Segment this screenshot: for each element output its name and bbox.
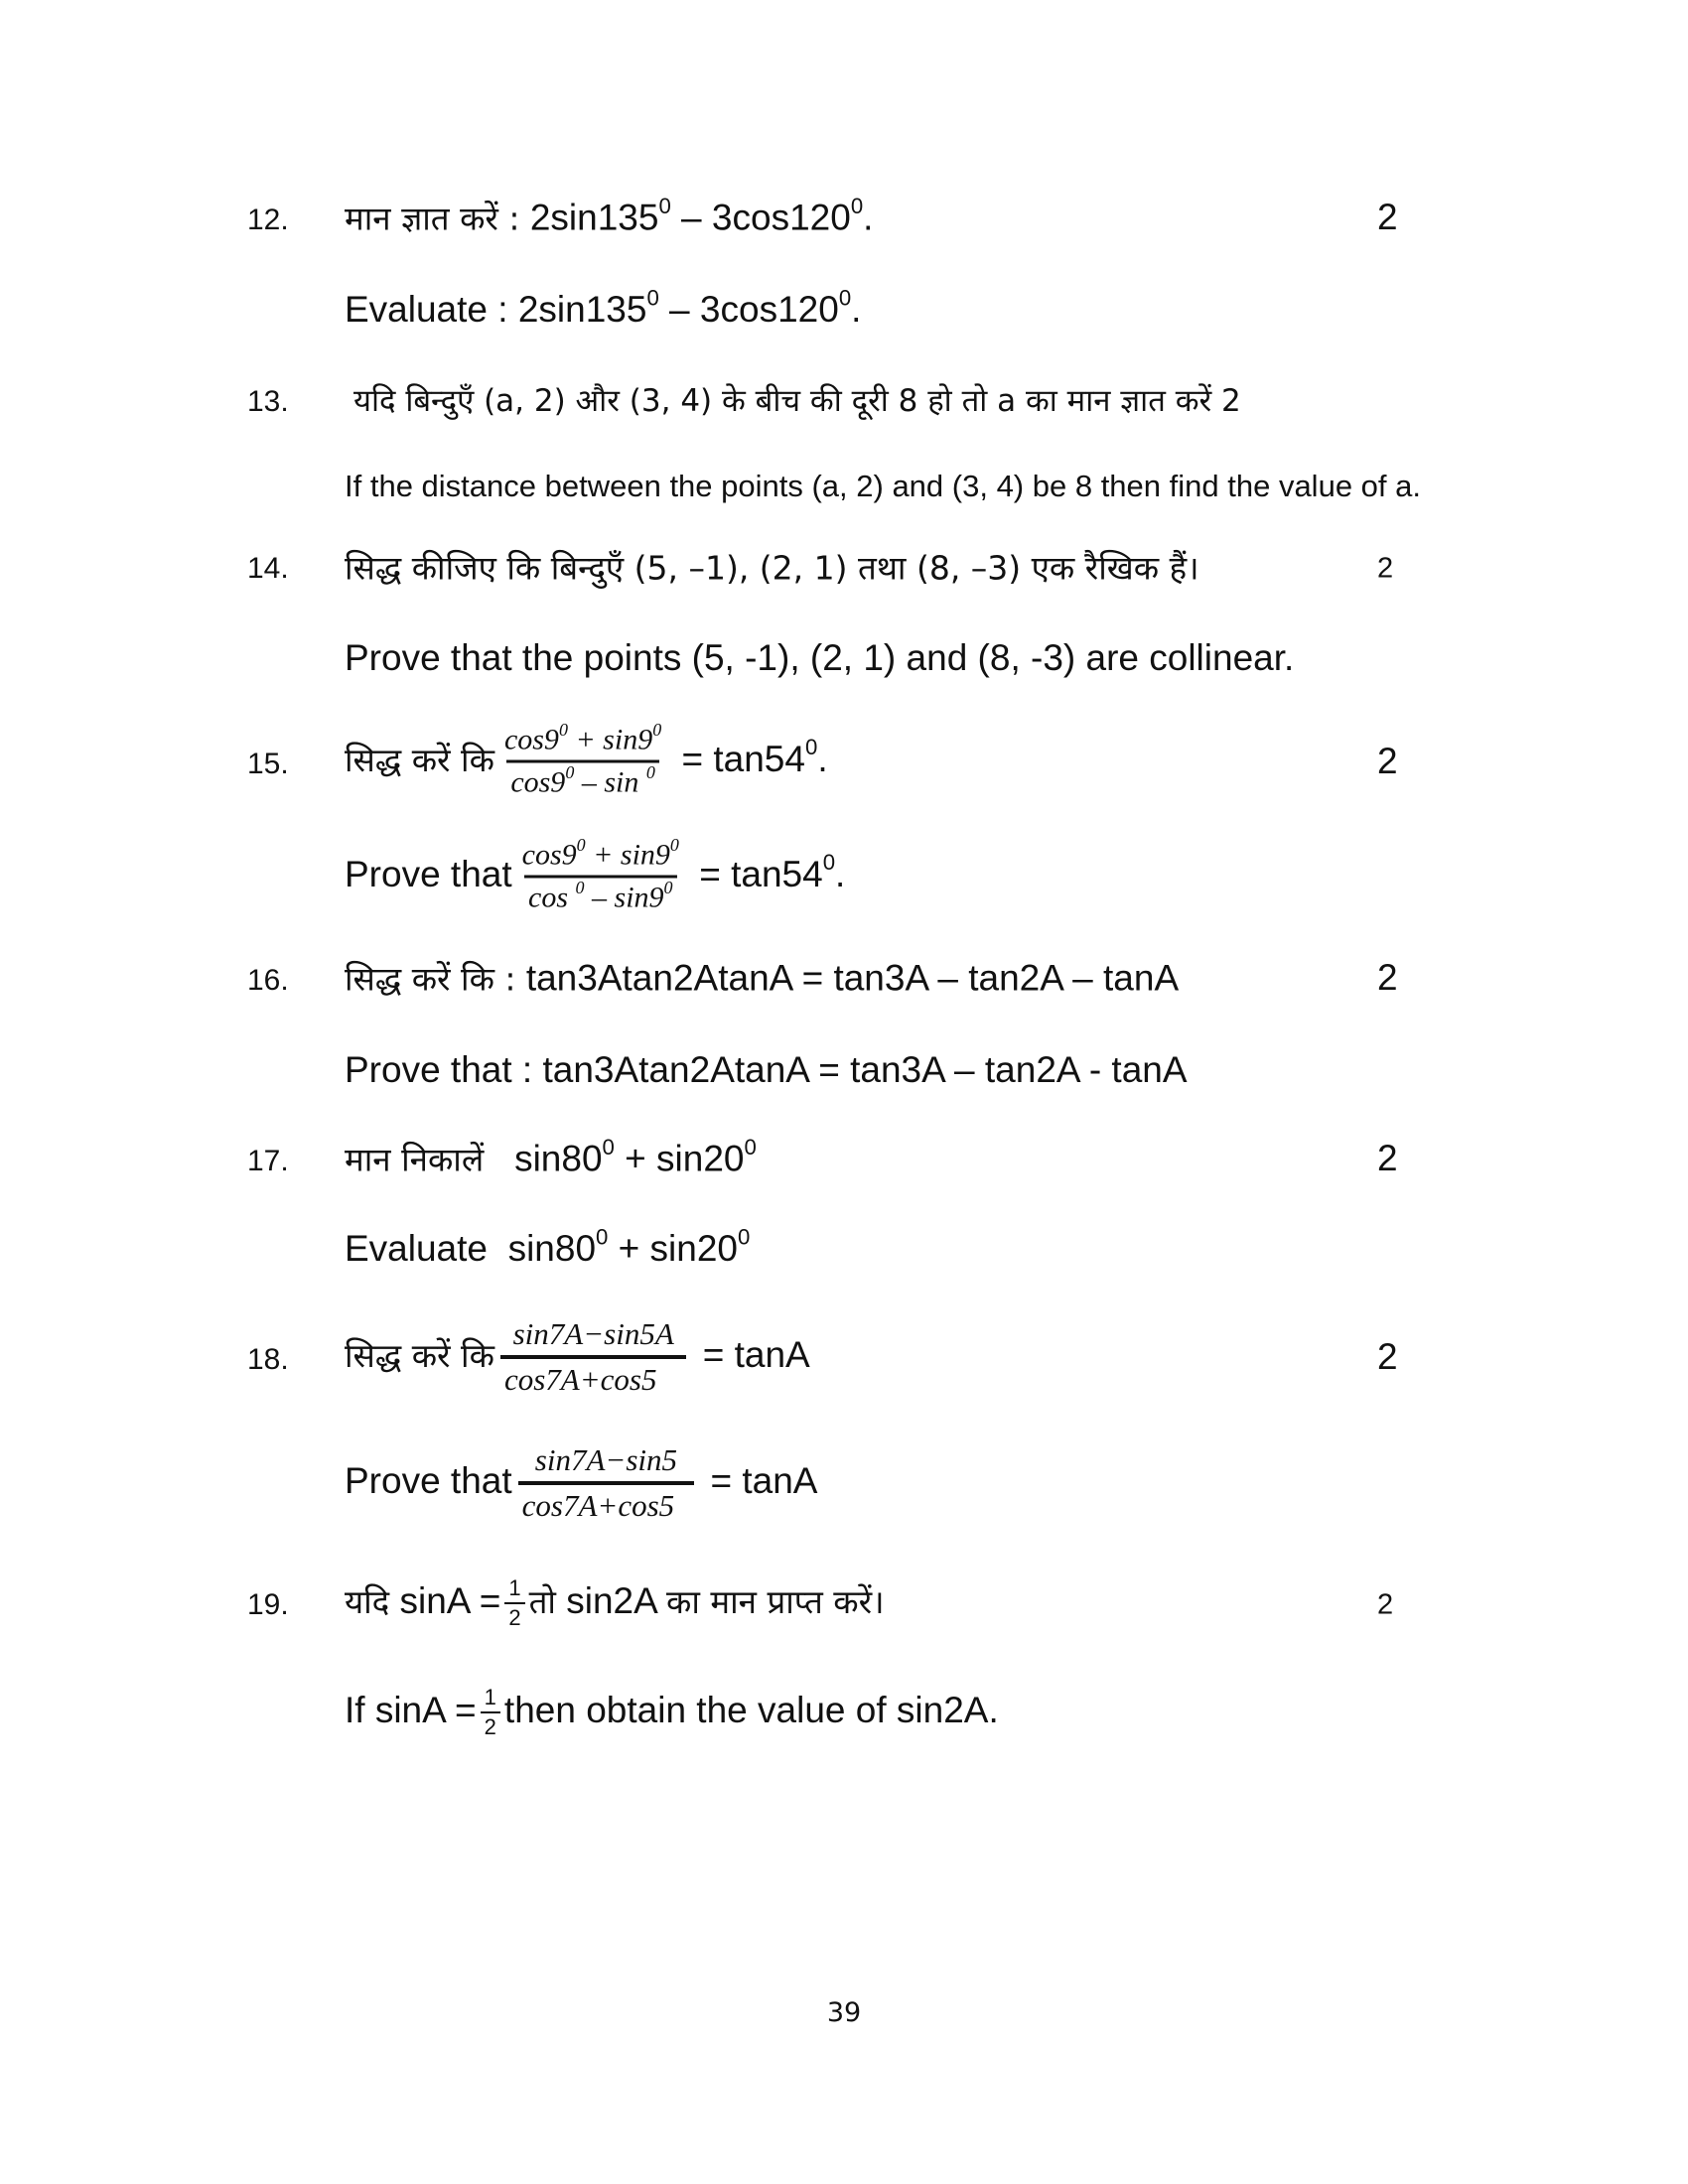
hindi-prefix: मान ज्ञात करें :	[345, 199, 520, 238]
question-13-english: If the distance between the points (a, 2) and (3, 4) be 8 then find the value of a.	[345, 469, 1421, 503]
period: .	[817, 738, 828, 779]
expr: – 3cos120	[658, 289, 839, 330]
english-prefix: Prove that	[345, 853, 512, 894]
question-number: 19.	[247, 1588, 289, 1621]
degree: 0	[602, 1134, 615, 1160]
question-15-english	[345, 835, 846, 915]
expr: Evaluate : 2sin135	[345, 289, 647, 330]
term: – sin9	[584, 881, 664, 914]
question-17-english	[345, 1224, 751, 1270]
period: .	[835, 853, 846, 894]
question-12-english	[345, 285, 862, 331]
question-13-hindi: यदि बिन्दुएँ (a, 2) और (3, 4) के बीच की दूरी 8 हो तो a का मान ज्ञात करें 2	[353, 383, 1241, 419]
english-prefix: Prove that	[345, 1459, 512, 1501]
expr: sin80	[514, 1138, 603, 1179]
fraction-half	[481, 1685, 500, 1740]
expr: sinA =	[399, 1579, 501, 1621]
denominator: cos7A+cos5	[518, 1481, 695, 1524]
marks: 2	[1377, 552, 1394, 585]
term: + sin9	[567, 723, 653, 756]
degree: 0	[744, 1134, 757, 1160]
marks: 2	[1377, 957, 1398, 998]
expr: + sin20	[608, 1228, 738, 1269]
degree: 0	[645, 762, 655, 782]
rhs: = tan54	[688, 853, 823, 894]
rhs: = tanA	[710, 1459, 818, 1501]
fraction	[500, 1316, 687, 1398]
numerator: 1	[508, 1575, 521, 1600]
degree: 0	[576, 835, 586, 855]
degree: 0	[652, 720, 662, 740]
hindi-text: तो	[528, 1581, 556, 1621]
question-19-english	[345, 1685, 999, 1740]
question-16-hindi	[345, 956, 1179, 1001]
rhs: = tan54	[671, 738, 805, 779]
degree: 0	[838, 285, 852, 311]
expr: If sinA =	[345, 1689, 477, 1730]
numerator: sin7A−sin5A	[512, 1316, 674, 1351]
degree: 0	[646, 285, 659, 311]
question-number: 14.	[247, 552, 289, 585]
question-14-hindi: सिद्ध कीजिए कि बिन्दुएँ (5, –1), (2, 1) तथा (8, –3) एक रैखिक हैं।	[345, 548, 1199, 588]
marks: 2	[1377, 1138, 1398, 1178]
marks: 2	[1377, 1588, 1394, 1621]
question-19-hindi	[345, 1575, 885, 1631]
term: cos9	[503, 723, 559, 756]
page-number: 39	[826, 1997, 862, 2028]
degree: 0	[565, 762, 575, 782]
degree: 0	[822, 850, 836, 876]
hindi-text: का मान प्राप्त करें।	[666, 1581, 885, 1621]
period: .	[863, 197, 874, 238]
question-number: 18.	[247, 1343, 289, 1376]
fraction-half	[504, 1575, 524, 1631]
rhs: = tanA	[702, 1333, 810, 1375]
term: cos9	[521, 838, 577, 872]
question-number: 13.	[247, 385, 289, 418]
marks: 2	[1377, 741, 1398, 781]
denominator: 2	[504, 1602, 524, 1631]
degree: 0	[575, 878, 585, 897]
degree: 0	[596, 1224, 609, 1250]
question-15-hindi	[345, 720, 828, 800]
fraction	[518, 835, 683, 915]
degree: 0	[669, 835, 679, 855]
hindi-prefix: सिद्ध करें कि :	[345, 959, 516, 999]
question-number: 15.	[247, 748, 289, 780]
fraction	[500, 720, 665, 800]
hindi-prefix: सिद्ध करें कि	[345, 1335, 494, 1375]
marks: 2	[1377, 197, 1398, 237]
term: – sin	[574, 765, 646, 799]
marks: 2	[1377, 1336, 1398, 1377]
question-18-english	[345, 1442, 817, 1524]
hindi-prefix: मान निकालें	[345, 1140, 485, 1179]
english-prefix: Evaluate	[345, 1228, 488, 1269]
degree: 0	[558, 720, 568, 740]
hindi-prefix: सिद्ध करें कि	[345, 740, 494, 779]
expr: sin80	[507, 1228, 597, 1269]
question-18-hindi	[345, 1316, 810, 1398]
degree: 0	[663, 878, 673, 897]
numerator: sin7A−sin5	[534, 1442, 678, 1477]
degree: 0	[804, 735, 818, 760]
question-14-english: Prove that the points (5, -1), (2, 1) and (8, -3) are collinear.	[345, 637, 1295, 678]
term: + sin9	[585, 838, 670, 872]
question-17-hindi	[345, 1134, 757, 1181]
expr: tan3Atan2AtanA = tan3A – tan2A – tanA	[525, 957, 1180, 999]
degree: 0	[737, 1224, 751, 1250]
denominator: cos7A+cos5	[500, 1355, 687, 1398]
denominator: 2	[481, 1711, 500, 1740]
expr: then obtain the value of sin2A.	[503, 1689, 999, 1730]
question-number: 17.	[247, 1145, 289, 1177]
period: .	[851, 289, 862, 330]
fraction	[518, 1442, 695, 1524]
numerator: 1	[484, 1685, 496, 1709]
question-16-english: Prove that : tan3Atan2AtanA = tan3A – tan2A - tanA	[345, 1049, 1188, 1090]
term: cos9	[510, 765, 566, 799]
degree: 0	[658, 193, 671, 218]
question-number: 12.	[247, 204, 289, 236]
expr: + sin20	[614, 1138, 745, 1179]
degree: 0	[850, 193, 864, 218]
hindi-text: यदि	[345, 1581, 390, 1621]
term: cos	[528, 881, 576, 914]
expr: – 3cos120	[670, 197, 851, 238]
expr: 2sin135	[529, 197, 659, 238]
question-number: 16.	[247, 964, 289, 997]
question-12-hindi	[345, 193, 874, 240]
expr: sin2A	[566, 1579, 656, 1621]
